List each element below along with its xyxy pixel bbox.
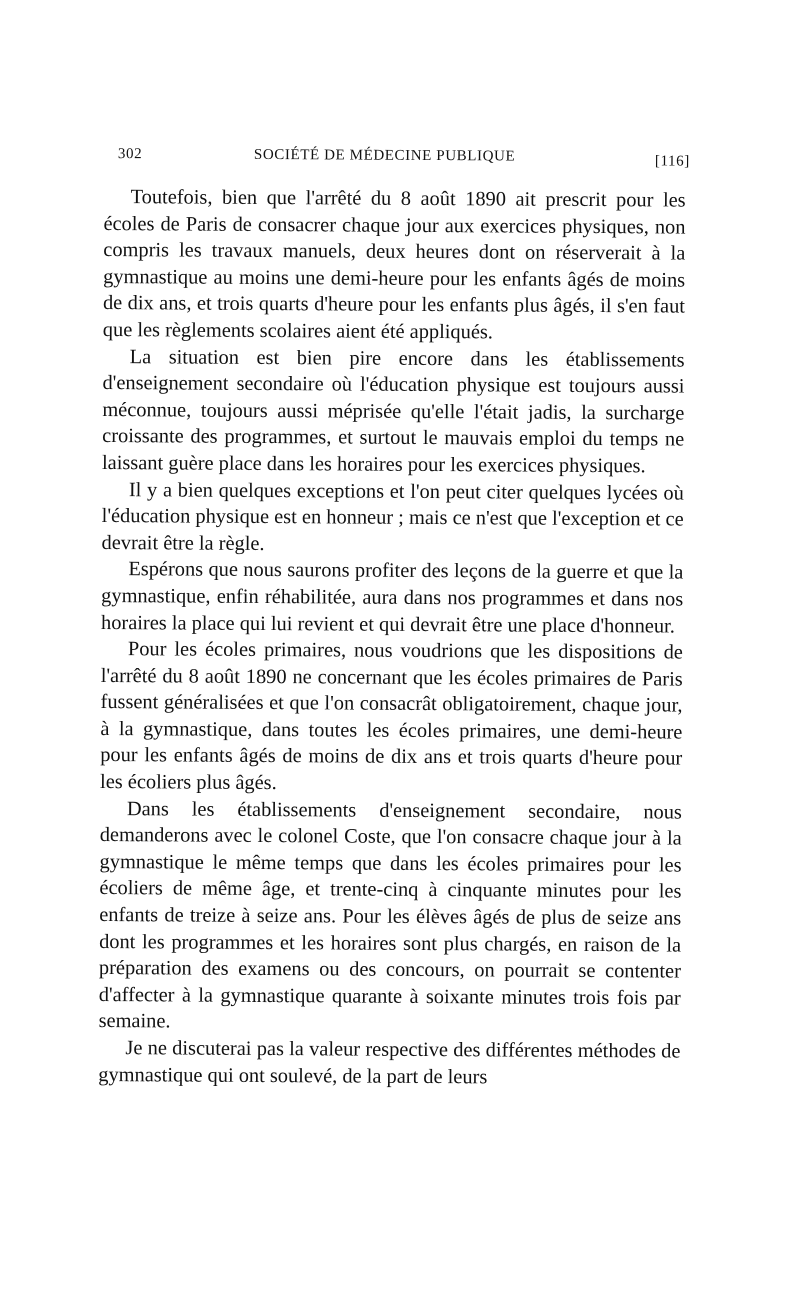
- body-text: [98, 184, 686, 1092]
- paragraph-5: Pour les écoles primaires, nous voudrions que les dispositions de l'arrêté du 8 août 1890 ne concernant que les écoles primaires de Paris fussent généralisées et que l'on consacrât obligatoirement, chaque jour, à la gymnastique, dans toutes les écoles primaires, une demi-heure pour les enfants âgés de moins de dix ans et trois quarts d'heure pour les écoliers plus âgés.: [100, 638, 683, 795]
- page-number: 302: [117, 146, 143, 163]
- paragraph-7: Je ne discuterai pas la valeur respective des différentes méthodes de gymnastique qui ont soulevé, de la part de leurs: [98, 1037, 681, 1088]
- original-page-marker: [116]: [654, 153, 690, 170]
- paragraph-4: Espérons que nous saurons profiter des leçons de la guerre et que la gymnastique, enfin réhabilitée, aura dans nos programmes et dans nos horaires la place qui lui revient et qui devrait être une place d'honneur.: [100, 558, 684, 637]
- paragraph-3: Il y a bien quelques exceptions et l'on peut citer quelques lycées où l'éducation physique est en honneur ; mais ce n'est que l'exception et ce devrait être la règle.: [101, 478, 684, 555]
- paragraph-2: La situation est bien pire encore dans les établissements d'enseignement secondaire où l'éducation physique est toujours aussi méconnue, toujours aussi méprisée qu'elle l'était jadis, la surcharge croissante des programmes, et surtout le mauvais emploi du temps ne laissant guère place dans les horaires pour les exercices physiques.: [101, 345, 685, 478]
- running-head: [104, 140, 690, 174]
- running-title: SOCIÉTÉ DE MÉDECINE PUBLIQUE: [253, 146, 516, 165]
- paragraph-1: Toutefois, bien que l'arrêté du 8 août 1890 ait prescrit pour les écoles de Paris de consacrer chaque jour aux exercices physiques, non compris les travaux manuels, deux heures dont on réserverait à la gymnastique au moins une demi-heure pour les enfants âgés de moins de dix ans, et trois quarts d'heure pour les enfants plus âgés, il s'en faut que les règlements scolaires aient été appliqués.: [102, 186, 686, 344]
- book-page: [98, 140, 690, 1092]
- paragraph-6: Dans les établissements d'enseignement secondaire, nous demanderons avec le colonel Coste, que l'on consacre chaque jour à la gymnastique le même temps que dans les écoles primaires pour les écoliers de même âge, et trente-cinq à cinquante minutes pour les enfants de treize à seize ans. Pour les élèves âgés de plus de seize ans dont les programmes et les horaires sont plus chargés, en raison de la préparation des examens ou des concours, on pourrait se contenter d'affecter à la gymnastique quarante à soixante minutes trois fois par semaine.: [98, 797, 682, 1033]
